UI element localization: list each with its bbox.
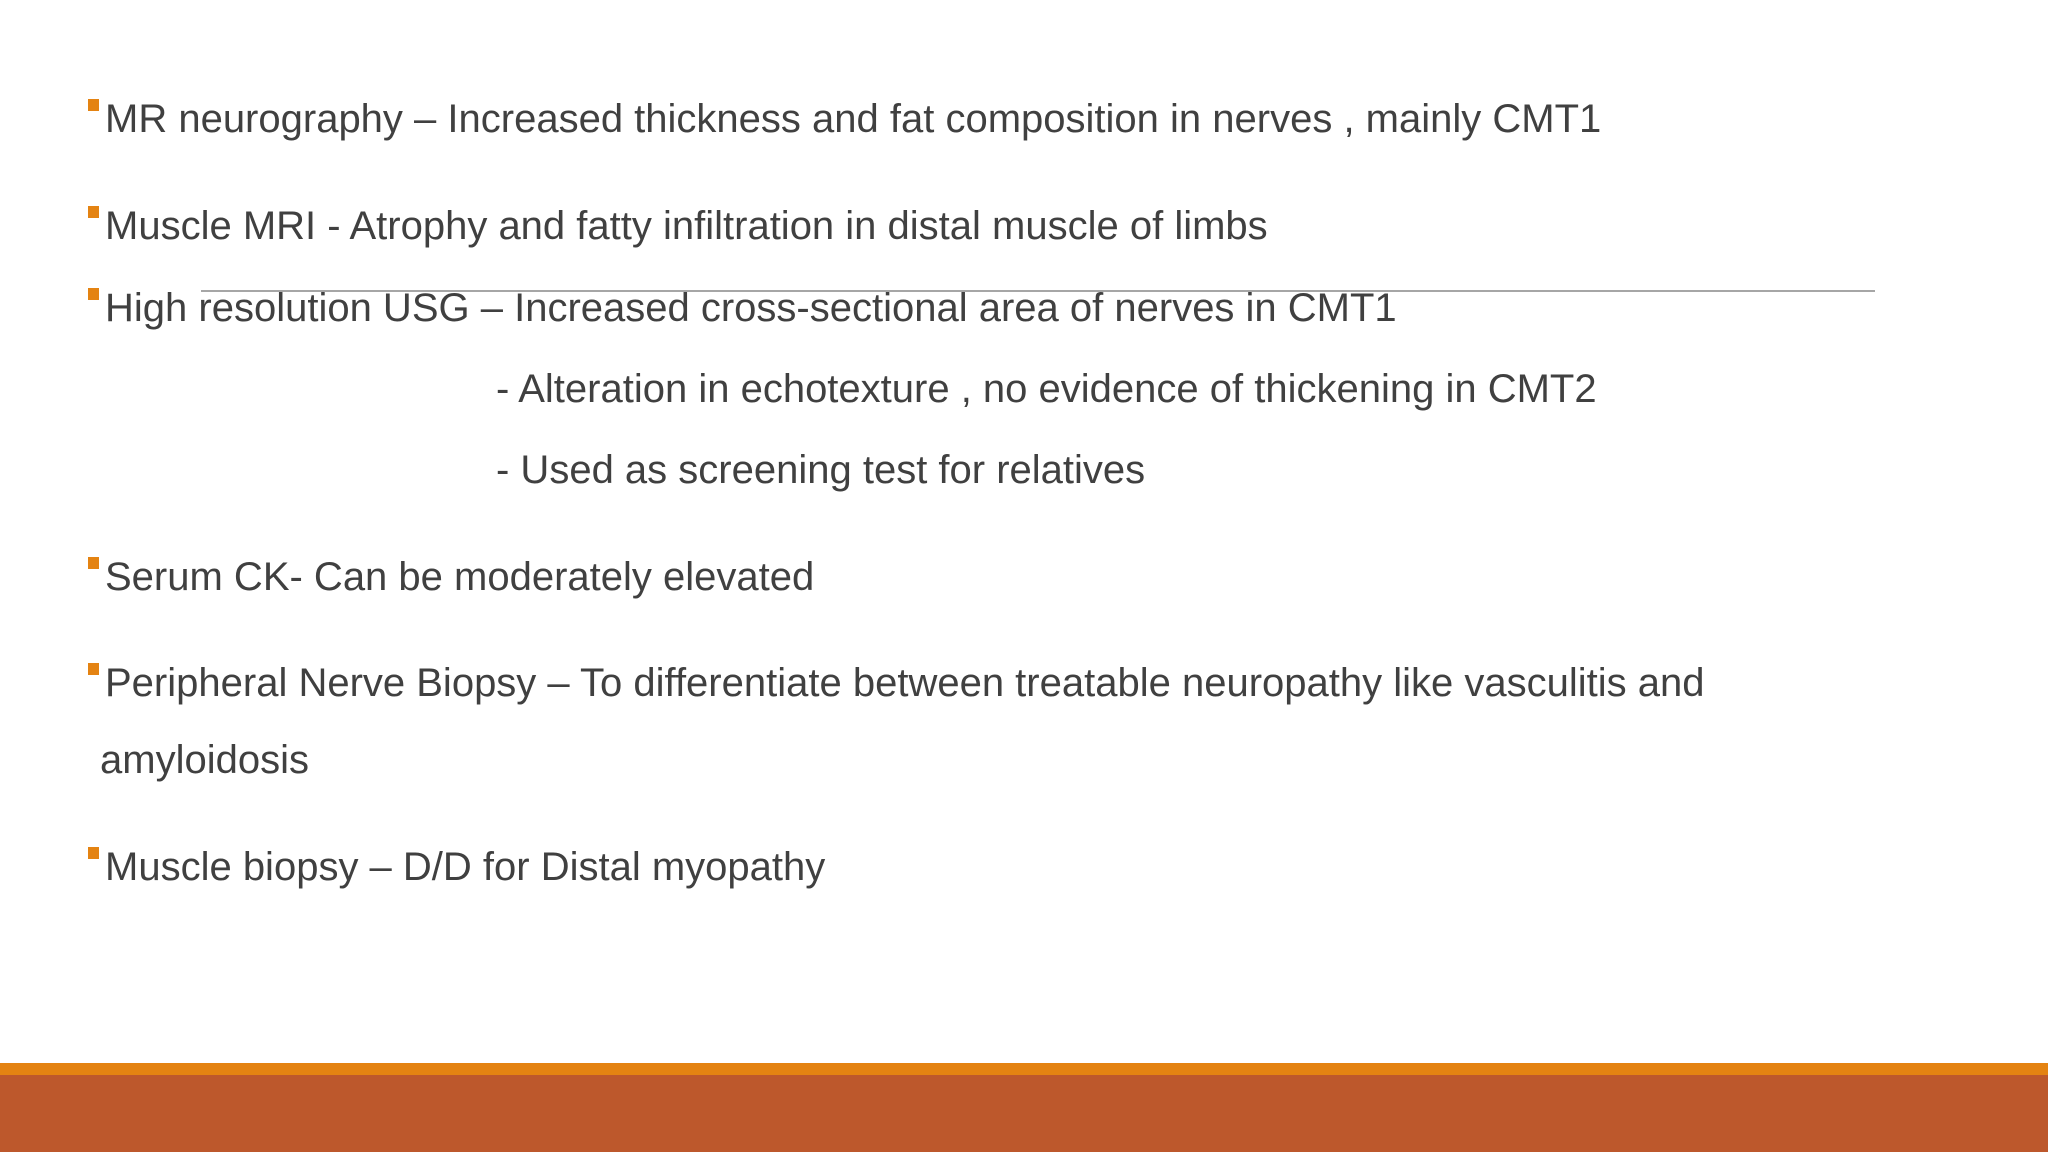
footer-bar: [0, 1075, 2048, 1152]
nerve-biopsy-continuation: amyloidosis: [100, 738, 309, 782]
bullet-text: Muscle biopsy – D/D for Distal myopathy: [105, 845, 826, 889]
footer-accent-stripe: [0, 1063, 2048, 1075]
bullet-marker-icon: [88, 847, 99, 859]
bullet-marker-icon: [88, 288, 99, 300]
bullet-text: High resolution USG – Increased cross-sectional area of nerves in CMT1: [105, 286, 1397, 330]
bullet-text: Serum CK- Can be moderately elevated: [105, 555, 815, 599]
usg-sub-item-screening: - Used as screening test for relatives: [496, 448, 1146, 492]
bullet-marker-icon: [88, 663, 99, 675]
bullet-text: Muscle MRI - Atrophy and fatty infiltration in distal muscle of limbs: [105, 204, 1268, 248]
bullet-marker-icon: [88, 99, 99, 111]
usg-sub-item-echotexture: - Alteration in echotexture , no evidence of thickening in CMT2: [496, 367, 1597, 411]
bullet-marker-icon: [88, 557, 99, 569]
bullet-marker-icon: [88, 206, 99, 218]
bullet-text: MR neurography – Increased thickness and fat composition in nerves , mainly CMT1: [105, 97, 1602, 141]
bullet-text: Peripheral Nerve Biopsy – To differentiate between treatable neuropathy like vasculitis and: [105, 661, 1705, 705]
